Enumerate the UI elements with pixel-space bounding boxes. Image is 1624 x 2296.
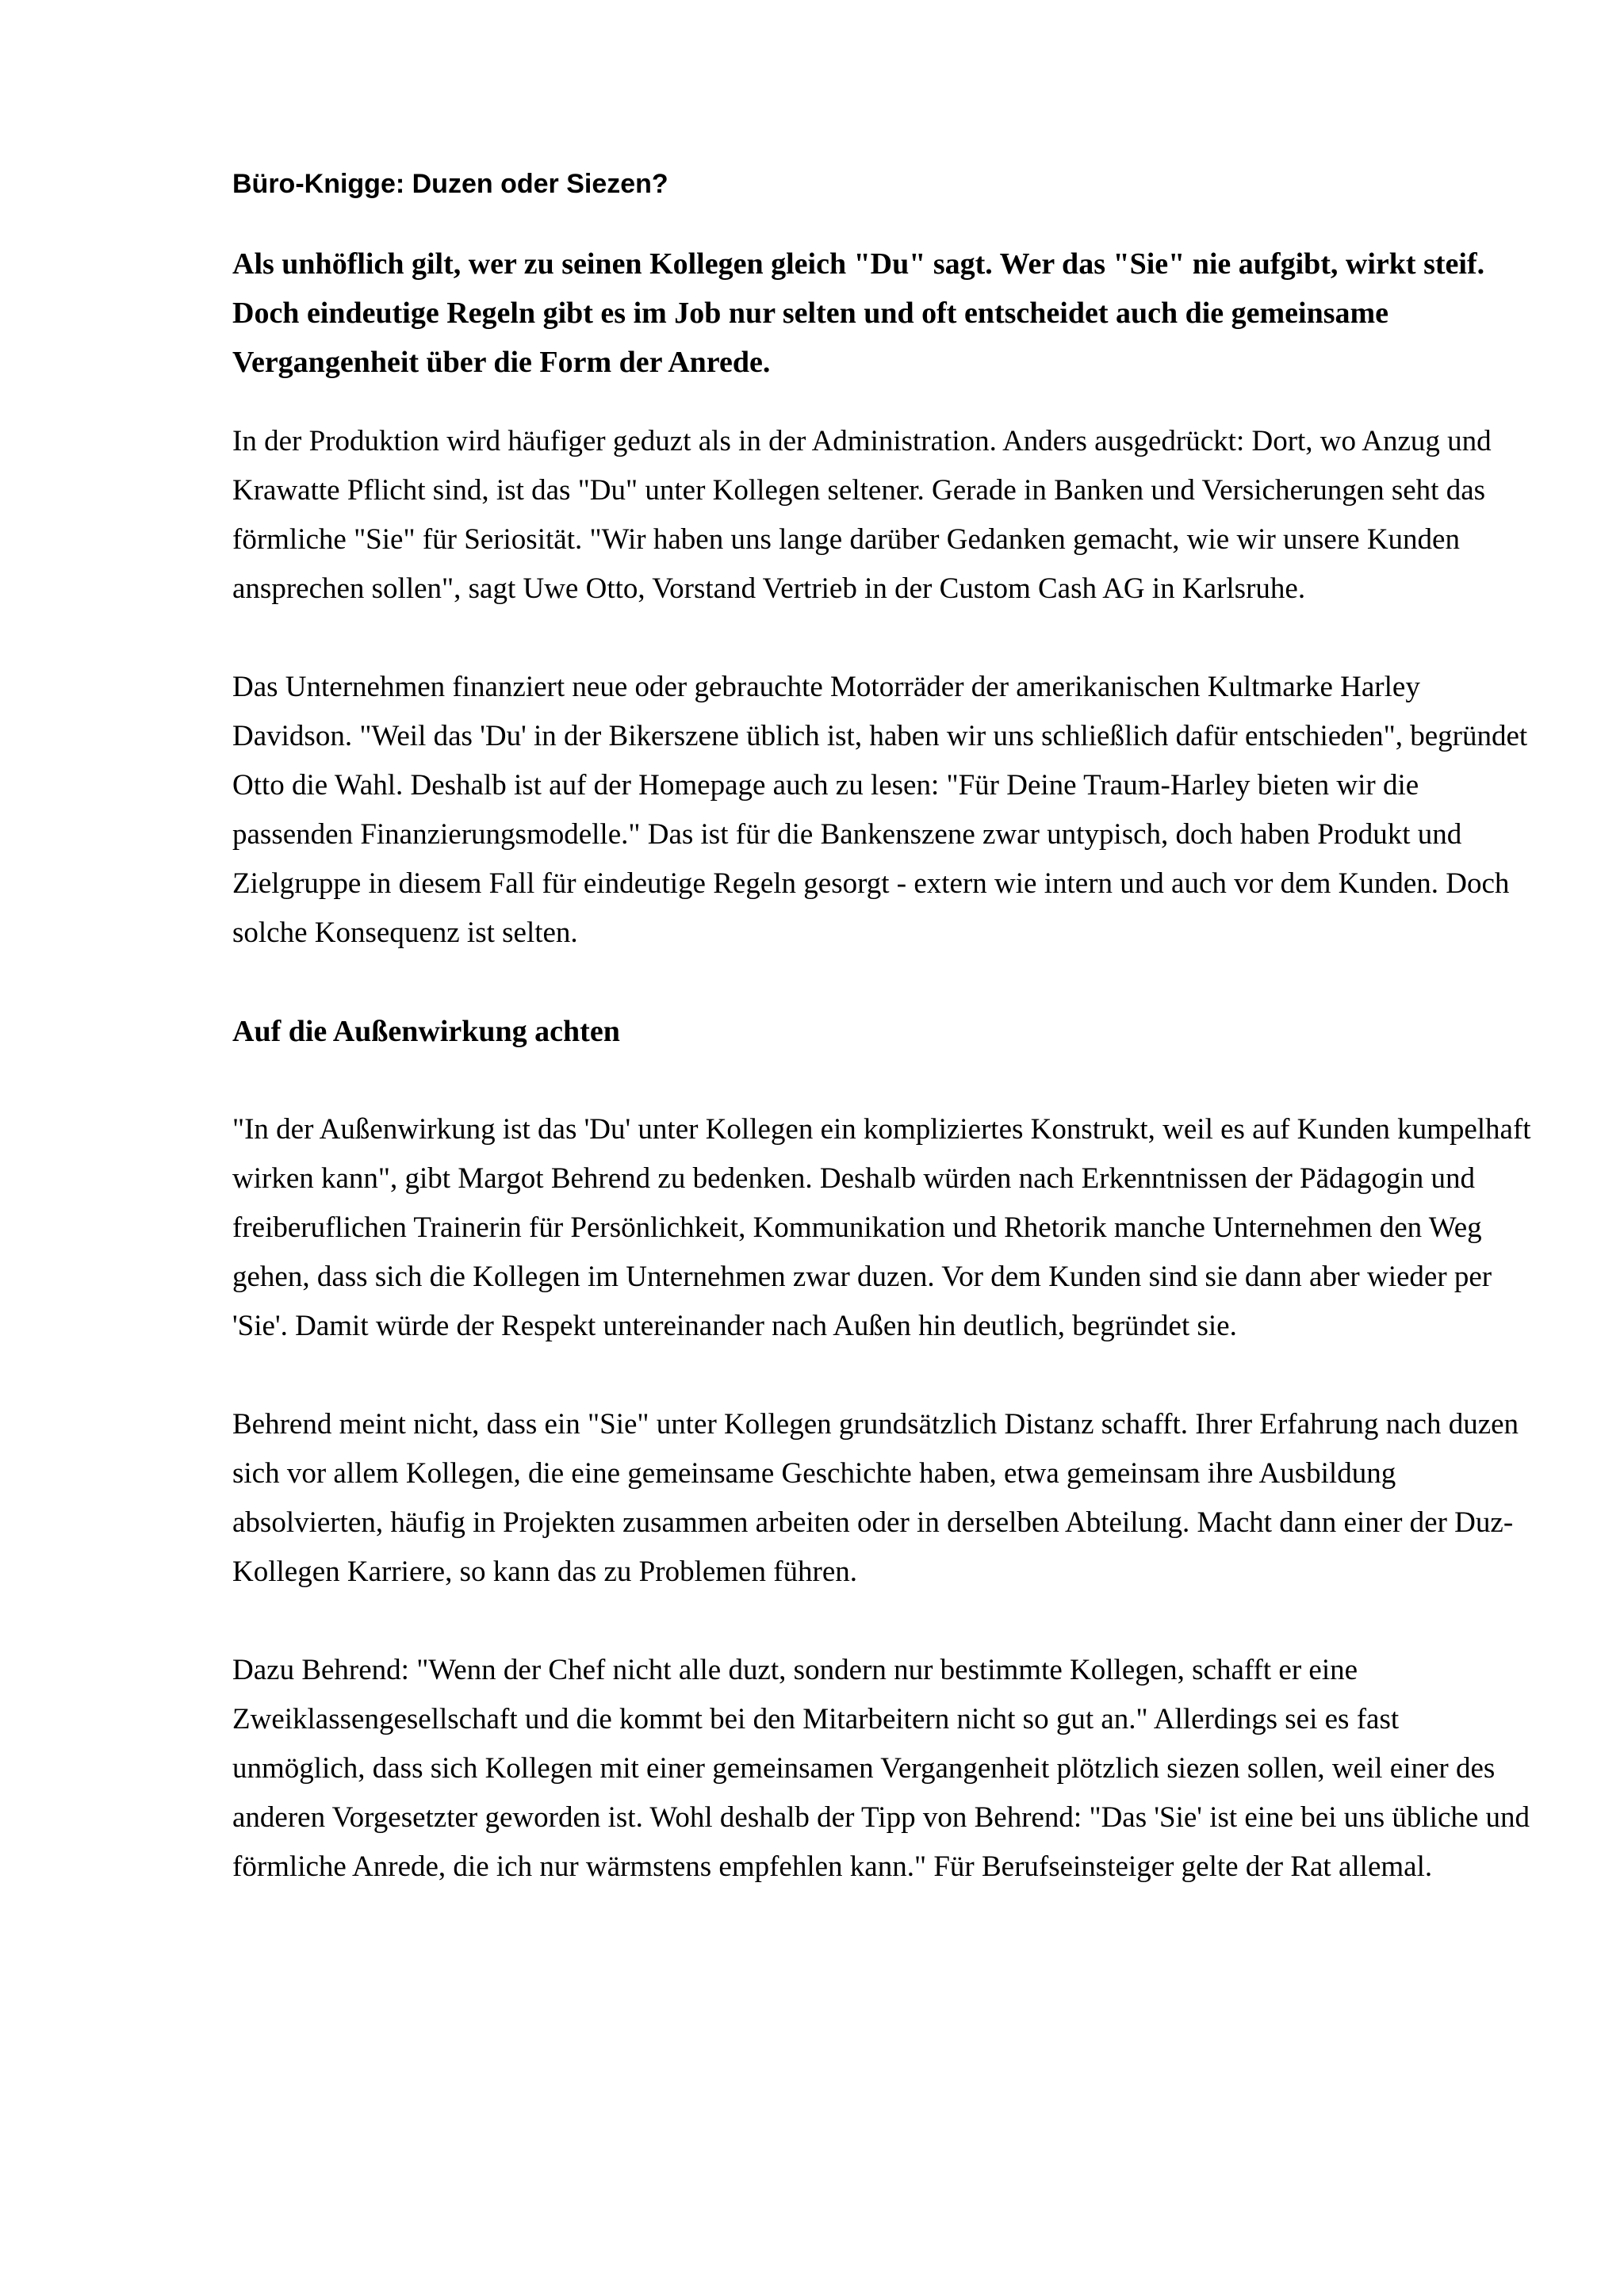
body-paragraph: Behrend meint nicht, dass ein "Sie" unter Kollegen grundsätzlich Distanz schafft. Ihrer Erfahrung nach duzen sich vor allem Kollegen, die eine gemeinsame Geschichte haben, etwa gemeinsam ihre Ausbildung absolvierten, häufig in Projekten zusammen arbeiten oder in derselben Abteilung. Macht dann einer der Duz-Kollegen Karriere, so kann das zu Problemen führen. xyxy=(232,1408,1519,1588)
lead-paragraph: Als unhöflich gilt, wer zu seinen Kollegen gleich "Du" sagt. Wer das "Sie" nie aufgibt, wirkt steif. Doch eindeutige Regeln gibt es im Job nur selten und oft entscheidet auch die gemeinsame Vergangenheit über die Form der Anrede. xyxy=(232,247,1485,379)
section-heading: Auf die Außenwirkung achten xyxy=(232,1015,620,1048)
body-paragraph: Dazu Behrend: "Wenn der Chef nicht alle duzt, sondern nur bestimmte Kollegen, schafft er eine Zweiklassengesellschaft und die kommt bei den Mitarbeitern nicht so gut an." Allerdings sei es fast unmöglich, dass sich Kollegen mit einer gemeinsamen Vergangenheit plötzlich siezen sollen, weil einer des anderen Vorgesetzter geworden ist. Wohl deshalb der Tipp von Behrend: "Das 'Sie' ist eine bei uns übliche und förmliche Anrede, die ich nur wärmstens empfehlen kann." Für Berufseinsteiger gelte der Rat allemal. xyxy=(232,1654,1530,1883)
document-title: Büro-Knigge: Duzen oder Siezen? xyxy=(232,169,668,199)
body-paragraph: Das Unternehmen finanziert neue oder gebrauchte Motorräder der amerikanischen Kultmarke Harley Davidson. "Weil das 'Du' in der Bikerszene üblich ist, haben wir uns schließlich dafür entschieden", begründet Otto die Wahl. Deshalb ist auf der Homepage auch zu lesen: "Für Deine Traum-Harley bieten wir die passenden Finanzierungsmodelle." Das ist für die Bankenszene zwar untypisch, doch haben Produkt und Zielgruppe in diesem Fall für eindeutige Regeln gesorgt - extern wie intern und auch vor dem Kunden. Doch solche Konsequenz ist selten. xyxy=(232,671,1528,949)
document-page xyxy=(232,166,1533,1941)
body-paragraph: "In der Außenwirkung ist das 'Du' unter Kollegen ein kompliziertes Konstrukt, weil es auf Kunden kumpelhaft wirken kann", gibt Margot Behrend zu bedenken. Deshalb würden nach Erkenntnissen der Pädagogin und freiberuflichen Trainerin für Persönlichkeit, Kommunikation und Rhetorik manche Unternehmen den Weg gehen, dass sich die Kollegen im Unternehmen zwar duzen. Vor dem Kunden sind sie dann aber wieder per 'Sie'. Damit würde der Respekt untereinander nach Außen hin deutlich, begründet sie. xyxy=(232,1113,1531,1342)
body-paragraph: In der Produktion wird häufiger geduzt als in der Administration. Anders ausgedrückt: Dort, wo Anzug und Krawatte Pflicht sind, ist das "Du" unter Kollegen seltener. Gerade in Banken und Versicherungen seht das förmliche "Sie" für Seriosität. "Wir haben uns lange darüber Gedanken gemacht, wie wir unsere Kunden ansprechen sollen", sagt Uwe Otto, Vorstand Vertrieb in der Custom Cash AG in Karlsruhe. xyxy=(232,425,1492,605)
